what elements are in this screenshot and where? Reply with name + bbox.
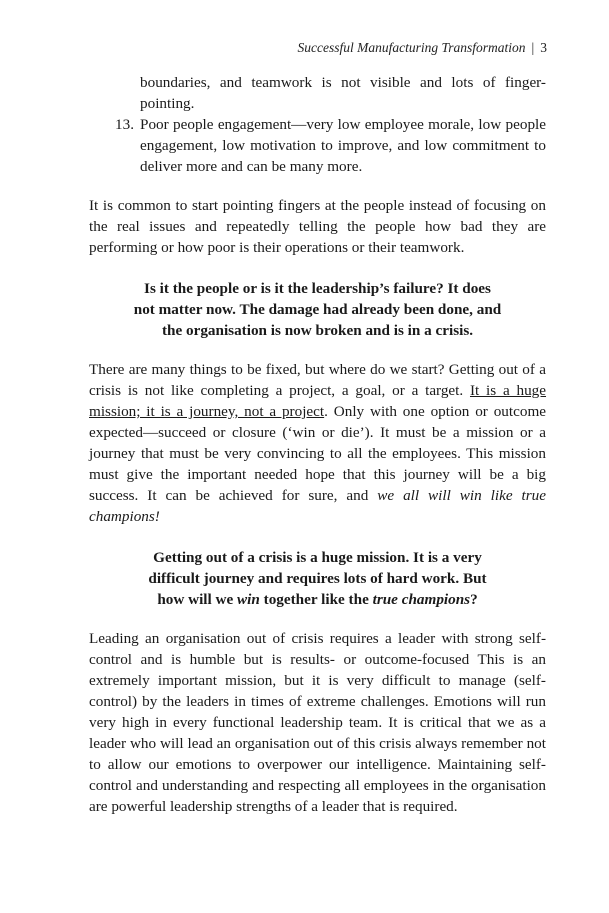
list-item-continuation: boundaries, and teamwork is not visible and lots of finger-pointing. xyxy=(140,74,546,112)
page-number: 3 xyxy=(540,40,547,55)
paragraph-1: It is common to start pointing fingers at the people instead of focusing on the real issues and repeatedly telling the people how bad they are performing or how poor is their operations or their teamwork. xyxy=(89,197,546,256)
callout-2 xyxy=(89,547,546,610)
running-header xyxy=(298,40,547,56)
callout-2-true-champions: true champions xyxy=(372,591,471,608)
callout-1-line-2: not matter now. The damage had already been done, and xyxy=(133,301,502,318)
callout-2-line-2: difficult journey and requires lots of hard work. But xyxy=(148,570,487,587)
list-item-13 xyxy=(89,114,546,177)
list-item-number: 13. xyxy=(115,116,134,133)
callout-1 xyxy=(89,278,546,341)
callout-2-line-3b: together like the xyxy=(259,591,373,608)
list-item-text: Poor people engagement—very low employee morale, low people engagement, low motivation to improve, and low commitment to deliver more and can be many more. xyxy=(140,116,546,175)
paragraph-2-underlined: It is a huge mission; it is a journey, not a project xyxy=(89,382,547,420)
header-title: Successful Manufacturing Transformation xyxy=(297,40,526,55)
callout-2-line-1: Getting out of a crisis is a huge mission. It is a very xyxy=(153,549,482,566)
header-separator: | xyxy=(531,40,535,55)
paragraph-2 xyxy=(89,359,546,527)
paragraph-3: Leading an organisation out of crisis requires a leader with strong self-control and is humble but is results- or outcome-focused This is an extremely important mission, but it is very difficult to manage (self-control) by the leaders in times of extreme challenges. Emotions will run very high in every functional leadership team. It is critical that we as a leader who will lead an organisation out of this crisis always remember not to allow our emotions to overpower our intelligence. Maintaining self-control and understanding and respecting all employees in the organisation are powerful leadership strengths of a leader that is required. xyxy=(89,630,546,815)
callout-2-line-3c: ? xyxy=(470,591,478,608)
page-body xyxy=(89,72,546,817)
callout-1-line-1: Is it the people or is it the leadership’s failure? It does xyxy=(144,280,491,297)
paragraph-2-part-1: There are many things to be fixed, but where do we start? Getting out of a crisis is not like completing a project, a goal, or a target. xyxy=(89,361,546,399)
paragraph-2-italic-end: we all will win like true champions! xyxy=(89,487,546,525)
callout-1-line-3: the organisation is now broken and is in a crisis. xyxy=(161,322,474,339)
callout-2-win: win xyxy=(237,591,260,608)
callout-2-line-3a: how will we xyxy=(157,591,238,608)
paragraph-2-part-2: . Only with one option or outcome expected—succeed or closure (‘win or die’). It must be a mission or a journey that must be very convincing to all the employees. This mission must give the important needed hope that this journey will be a big success. It can be achieved for sure, and xyxy=(89,403,546,504)
